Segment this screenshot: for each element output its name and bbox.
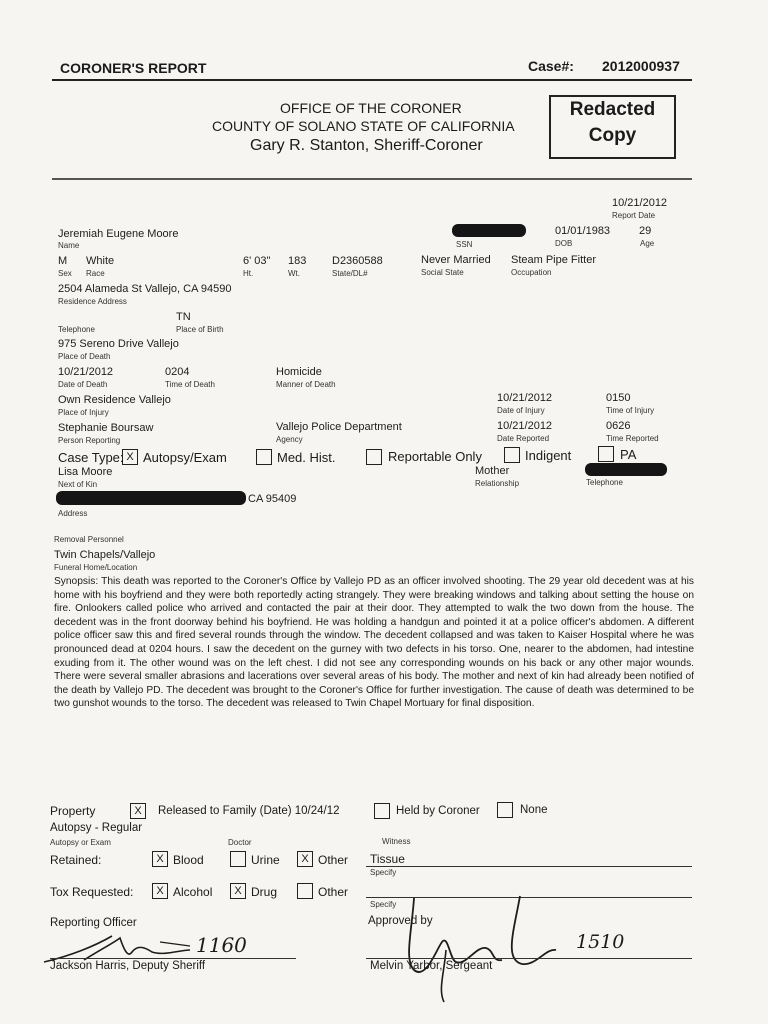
report-date-label: Report Date (612, 211, 656, 220)
injury-date-value: 10/21/2012 (497, 392, 553, 404)
relationship-label: Relationship (475, 479, 520, 488)
person-reporting-label: Person Reporting (58, 436, 121, 445)
age-value: 29 (639, 225, 652, 237)
case-type-medhist-checkbox[interactable] (256, 449, 272, 465)
stamp-line-1: Redacted (569, 99, 656, 120)
tox-alcohol-checkbox[interactable]: X (152, 883, 168, 899)
case-type-label: Case Type: (58, 450, 124, 465)
relationship-value: Mother (475, 465, 510, 477)
tox-other-checkbox[interactable] (297, 883, 313, 899)
approved-by-label: Approved by (368, 915, 433, 927)
time-reported-value: 0626 (606, 420, 631, 432)
death-time-label: Time of Death (165, 380, 215, 389)
death-place-value: 975 Sereno Drive Vallejo (58, 338, 179, 350)
property-label: Property (50, 804, 96, 818)
synopsis-text: This death was reported to the Coroner's Office by Vallejo PD as an officer involved shooting. The 29 year old decedent was at his home with his boyfriend and they were both reportedly acting strangely. They were breaking windows and talking about setting the house on fire. Onlookers called police who arrived and contacted the pair at their door. They attempted to walk the two down from the house. The decedent was in the front doorway behind his boyfriend. He was holding a handgun and pointed it at a police officer's abdomen. A different police officer saw this and fired several rounds through the window. The decedent collapsed and was taken to Kaiser Hospital where he was pronounced dead at 0204 hours. I saw the decedent on the gurney with two defects in his torso. One, nearer to the abdomen, had intestine exuding from it. The other wound was on the left chest. I did not see any corresponding wounds on his back or any other major wounds. There were several smaller abrasions and lacerations over several areas of his body. The mother and next of kin had already been notified of the death by Vallejo PD. The decedent was brought to the Coroner's Office for further investigation. The cause of death was determined to be two gunshot wounds to the torso. The decedent was released to Twin Chapel Mortuary for final disposition. (54, 576, 694, 710)
tox-other-label: Other (318, 885, 349, 899)
case-type-indigent-label: Indigent (525, 448, 572, 463)
autopsy-label: Autopsy or Exam (50, 838, 111, 847)
occupation-label: Occupation (511, 268, 552, 277)
header-rule (52, 79, 692, 81)
kin-telephone-redaction (585, 463, 667, 476)
approver-signature (386, 890, 586, 1010)
retained-other-checkbox[interactable]: X (297, 851, 313, 867)
weight-value: 183 (288, 255, 307, 267)
sheriff-title: Gary R. Stanton, Sheriff-Coroner (250, 137, 483, 154)
property-released-label: Released to Family (Date) 10/24/12 (158, 805, 340, 817)
redacted-stamp (549, 95, 676, 159)
tox-label: Tox Requested: (50, 885, 134, 899)
kin-telephone-label: Telephone (586, 478, 623, 487)
next-of-kin-label: Next of Kin (58, 480, 98, 489)
property-none-label: None (520, 804, 548, 816)
report-date: 10/21/2012 (612, 197, 668, 209)
synopsis-heading: Synopsis: (54, 576, 99, 587)
office-title: OFFICE OF THE CORONER (280, 100, 462, 116)
approved-sign-line (366, 958, 692, 959)
retained-blood-checkbox[interactable]: X (152, 851, 168, 867)
height-value: 6' 03" (243, 255, 271, 267)
property-held-label: Held by Coroner (396, 805, 480, 817)
case-type-pa-label: PA (620, 447, 637, 462)
social-state-value: Never Married (421, 254, 491, 266)
death-time-value: 0204 (165, 366, 190, 378)
case-type-pa-checkbox[interactable] (598, 446, 614, 462)
county-title: COUNTY OF SOLANO STATE OF CALIFORNIA (212, 118, 515, 134)
tox-drug-checkbox[interactable]: X (230, 883, 246, 899)
sex-label: Sex (58, 269, 72, 278)
occupation-value: Steam Pipe Fitter (511, 254, 596, 266)
witness-label: Witness (382, 837, 411, 846)
property-released-checkbox[interactable]: X (130, 803, 146, 819)
birth-place-label: Place of Birth (176, 325, 224, 334)
date-reported-label: Date Reported (497, 434, 550, 443)
tox-alcohol-label: Alcohol (173, 885, 213, 899)
residence-value: 2504 Alameda St Vallejo, CA 94590 (58, 283, 232, 295)
injury-place-label: Place of Injury (58, 408, 109, 417)
retained-specify-line (366, 866, 692, 867)
approver-name: Melvin Yarbor, Sergeant (370, 960, 493, 972)
ssn-label: SSN (456, 240, 473, 249)
reporting-officer-badge: 1160 (196, 933, 247, 957)
race-value: White (86, 255, 115, 267)
case-type-autopsy-checkbox[interactable]: X (122, 449, 138, 465)
death-place-label: Place of Death (58, 352, 111, 361)
case-label: Case#: (528, 58, 574, 74)
kin-address-tail: CA 95409 (248, 493, 297, 505)
report-title: CORONER'S REPORT (60, 60, 207, 76)
state-dl-label: State/DL# (332, 269, 368, 278)
retained-urine-label: Urine (251, 853, 280, 867)
case-type-autopsy-label: Autopsy/Exam (143, 450, 227, 465)
injury-time-value: 0150 (606, 392, 631, 404)
decedent-name: Jeremiah Eugene Moore (58, 228, 179, 240)
next-of-kin-value: Lisa Moore (58, 466, 113, 478)
stamp-line-2: Copy (588, 125, 637, 146)
retained-specify-value: Tissue (370, 852, 405, 866)
height-label: Ht. (243, 269, 254, 278)
retained-blood-label: Blood (173, 853, 204, 867)
birth-place-value: TN (176, 311, 191, 323)
sex-value: M (58, 255, 68, 267)
telephone-label: Telephone (58, 325, 95, 334)
tox-specify-label: Specify (370, 900, 397, 909)
case-number: 2012000937 (602, 58, 680, 74)
funeral-home-value: Twin Chapels/Vallejo (54, 549, 156, 561)
funeral-home-label: Funeral Home/Location (54, 563, 138, 572)
injury-time-label: Time of Injury (606, 406, 655, 415)
approver-badge: 1510 (576, 931, 625, 953)
doctor-label: Doctor (228, 838, 252, 847)
case-type-reportable-checkbox[interactable] (366, 449, 382, 465)
weight-label: Wt. (288, 269, 300, 278)
death-date-label: Date of Death (58, 380, 108, 389)
case-type-indigent-checkbox[interactable] (504, 447, 520, 463)
retained-specify-label: Specify (370, 868, 397, 877)
person-reporting-value: Stephanie Boursaw (58, 422, 154, 434)
race-label: Race (86, 269, 105, 278)
kin-address-redaction (56, 491, 246, 505)
death-date-value: 10/21/2012 (58, 366, 114, 378)
injury-date-label: Date of Injury (497, 406, 545, 415)
injury-place-value: Own Residence Vallejo (58, 394, 171, 406)
retained-urine-checkbox[interactable] (230, 851, 246, 867)
residence-label: Residence Address (58, 297, 127, 306)
reporting-officer-label: Reporting Officer (50, 917, 137, 929)
section-rule (52, 178, 692, 180)
agency-label: Agency (276, 435, 303, 444)
dob-value: 01/01/1983 (555, 225, 611, 237)
reporting-sign-line (50, 958, 296, 959)
tox-drug-label: Drug (251, 885, 278, 899)
agency-value: Vallejo Police Department (276, 421, 402, 433)
kin-address-label: Address (58, 509, 88, 518)
property-none-checkbox[interactable] (497, 802, 513, 818)
dob-label: DOB (555, 239, 573, 248)
retained-label: Retained: (50, 853, 102, 867)
manner-label: Manner of Death (276, 380, 336, 389)
name-label: Name (58, 241, 80, 250)
case-type-reportable-label: Reportable Only (388, 449, 482, 464)
autopsy-value: Autopsy - Regular (50, 822, 143, 834)
ssn-redaction (452, 224, 526, 237)
case-type-medhist-label: Med. Hist. (277, 450, 336, 465)
synopsis-block (54, 575, 694, 711)
retained-other-label: Other (318, 853, 349, 867)
manner-value: Homicide (276, 366, 322, 378)
time-reported-label: Time Reported (606, 434, 659, 443)
property-held-checkbox[interactable] (374, 803, 390, 819)
social-state-label: Social State (421, 268, 464, 277)
removal-personnel-label: Removal Personnel (54, 535, 124, 544)
state-dl-value: D2360588 (332, 255, 383, 267)
age-label: Age (640, 239, 655, 248)
reporting-officer-name: Jackson Harris, Deputy Sheriff (50, 960, 206, 972)
date-reported-value: 10/21/2012 (497, 420, 553, 432)
